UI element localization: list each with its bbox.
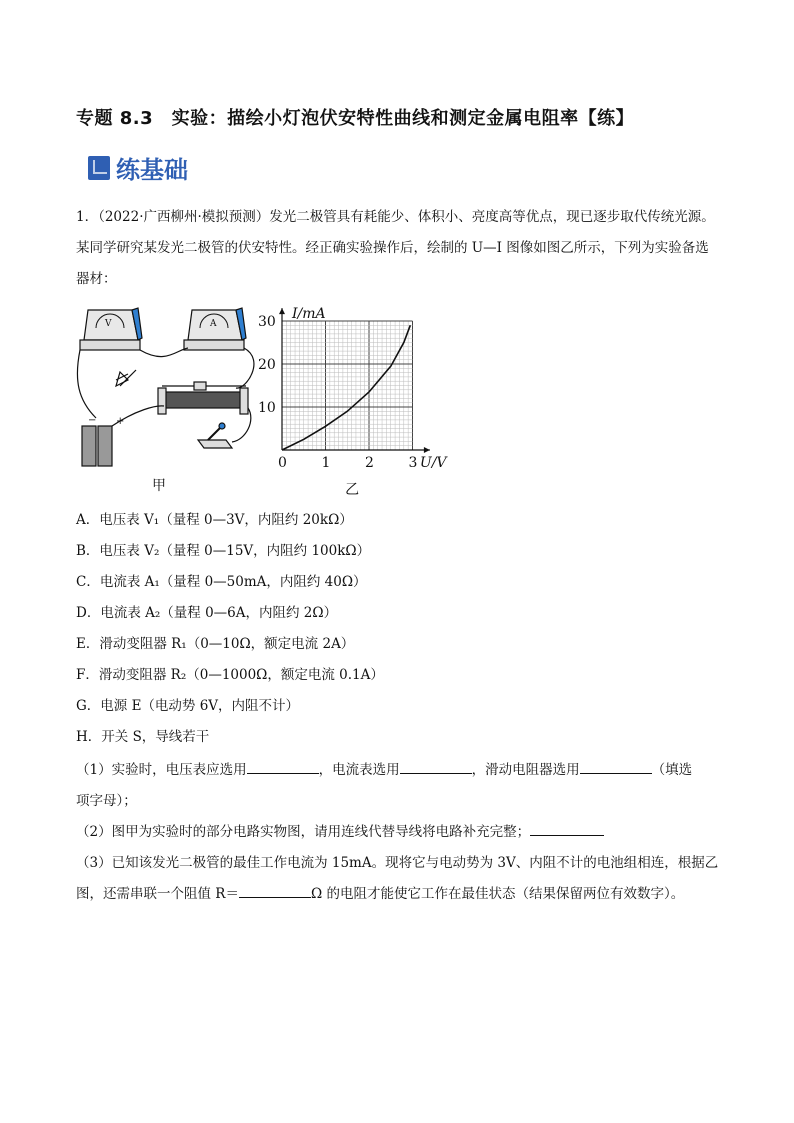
- y-axis-arrow: [279, 308, 285, 314]
- q2-text: （2）图甲为实验时的部分电路实物图，请用连线代替导线将电路补充完整；: [76, 824, 531, 840]
- option-item: F．滑动变阻器 R₂（0—1000Ω，额定电流 0.1A）: [76, 667, 384, 683]
- question-intro-2: 某同学研究某发光二极管的伏安特性。经正确实验操作后，绘制的 U—I 图像如图乙所示，下列为实验备选: [76, 240, 709, 256]
- q1-part-d: （填选: [651, 762, 693, 778]
- y-tick-label: 10: [258, 400, 276, 416]
- circuit-diagram: [77, 308, 254, 466]
- option-item: D．电流表 A₂（量程 0—6A，内阻约 2Ω）: [76, 605, 338, 621]
- question-intro-3: 器材：: [76, 271, 117, 287]
- option-item: A．电压表 V₁（量程 0—3V，内阻约 20kΩ）: [76, 512, 353, 528]
- q1-part-a: （1）实验时，电压表应选用: [76, 762, 247, 778]
- option-item: C．电流表 A₁（量程 0—50mA，内阻约 40Ω）: [76, 574, 367, 590]
- voltmeter: [80, 308, 142, 350]
- x-tick-label: 1: [321, 455, 331, 471]
- q3-part-a: 图，还需串联一个阻值 R＝: [76, 886, 239, 902]
- subquestion-3-line2: [76, 882, 684, 902]
- y-axis-label: I/mA: [292, 306, 326, 323]
- option-item: G．电源 E（电动势 6V，内阻不计）: [76, 698, 300, 714]
- subquestion-3-line1: （3）已知该发光二极管的最佳工作电流为 15mA。现将它与电动势为 3V、内阻不计的电池组相连，根据乙: [76, 855, 719, 871]
- answer-blank-circuit[interactable]: [530, 821, 604, 836]
- ammeter: [184, 308, 246, 350]
- x-axis-arrow: [424, 447, 430, 453]
- voltmeter-label: V: [105, 319, 112, 329]
- x-tick-label: 3: [408, 455, 418, 471]
- subquestion-2: [76, 820, 604, 840]
- q1-part-b: ，电流表选用: [318, 762, 400, 778]
- ammeter-label: A: [210, 319, 217, 329]
- question-intro-1: 1．（2022·广西柳州·模拟预测）发光二极管具有耗能少、体积小、亮度高等优点，现已逐步取代传统光源。: [76, 209, 715, 225]
- x-tick-label: 2: [365, 455, 374, 471]
- x-axis-label: U/V: [419, 455, 447, 471]
- answer-blank-ammeter[interactable]: [400, 759, 472, 774]
- answer-blank-rheostat[interactable]: [580, 759, 652, 774]
- subquestion-1-cont: 项字母）；: [76, 793, 137, 809]
- answer-blank-resistance[interactable]: [239, 883, 311, 898]
- option-item: B．电压表 V₂（量程 0—15V，内阻约 100kΩ）: [76, 543, 371, 559]
- section-label: 练基础: [116, 156, 188, 184]
- left-caption: 甲: [152, 478, 166, 494]
- right-caption: 乙: [345, 482, 360, 498]
- section-header: [88, 150, 188, 185]
- option-item: E．滑动变阻器 R₁（0—10Ω，额定电流 2A）: [76, 636, 355, 652]
- book-icon: [88, 156, 110, 180]
- iu-chart: [258, 306, 448, 498]
- q1-part-c: ，滑动电阻器选用: [471, 762, 580, 778]
- rheostat: [158, 382, 248, 414]
- page-title: 专题 8.3 实验：描绘小灯泡伏安特性曲线和测定金属电阻率【练】: [76, 108, 635, 129]
- answer-blank-voltmeter[interactable]: [247, 759, 319, 774]
- y-tick-label: 30: [258, 314, 276, 330]
- figure: [76, 290, 456, 500]
- option-item: H．开关 S，导线若干: [76, 729, 210, 745]
- svg-text:+: +: [116, 416, 125, 427]
- x-tick-label: 0: [278, 455, 287, 471]
- q3-part-b: Ω 的电阻才能使它工作在最佳状态（结果保留两位有效数字）。: [310, 886, 685, 902]
- svg-text:−: −: [88, 415, 97, 426]
- iu-curve: [282, 325, 410, 450]
- switch: [198, 423, 232, 448]
- subquestion-1: [76, 758, 692, 778]
- y-tick-label: 20: [258, 357, 276, 373]
